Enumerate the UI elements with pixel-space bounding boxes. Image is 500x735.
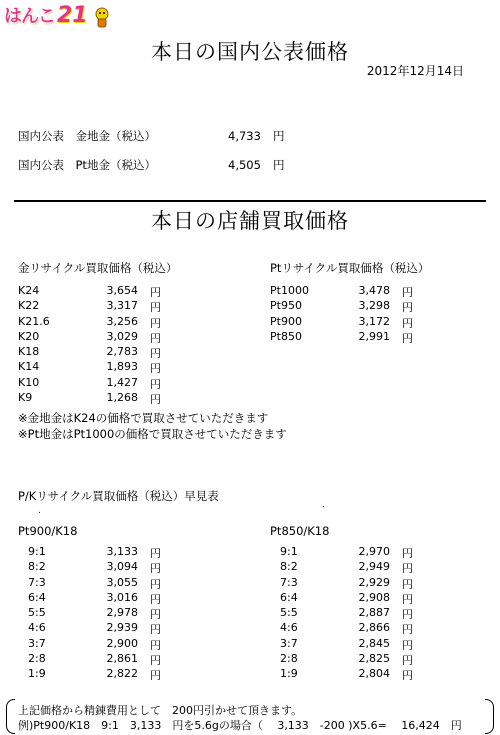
- grade-label: 1:9: [280, 667, 298, 681]
- price-value: 3,016: [106, 590, 138, 604]
- yen-unit: 円: [402, 301, 413, 315]
- footer-box: [6, 699, 494, 732]
- grade-label: 5:5: [280, 606, 298, 620]
- pk-left-title: Pt900/K18: [18, 524, 78, 538]
- price-value: 2,970: [358, 545, 390, 558]
- public-price-label: 国内公表 Pt地金（税込）: [18, 158, 156, 172]
- yen-unit: 円: [150, 301, 161, 315]
- dot-mark: .: [38, 506, 41, 516]
- price-value: 2,900: [106, 636, 138, 650]
- price-row: [18, 560, 161, 575]
- grade-label: 6:4: [280, 590, 298, 604]
- yen-unit: 円: [150, 562, 161, 576]
- yen-unit: 円: [150, 362, 161, 376]
- price-value: 3,317: [106, 299, 138, 313]
- yen-unit: 円: [272, 158, 285, 172]
- grade-label: 8:2: [280, 560, 298, 574]
- yen-unit: 円: [402, 316, 413, 330]
- grade-label: K9: [18, 391, 33, 405]
- yen-unit: 円: [402, 331, 413, 345]
- yen-unit: 円: [150, 623, 161, 637]
- grade-label: 2:8: [280, 652, 298, 666]
- price-row: [18, 576, 161, 591]
- price-row: [270, 315, 413, 330]
- price-row: [270, 606, 413, 621]
- yen-unit: 円: [150, 547, 161, 560]
- yen-unit: 円: [402, 654, 413, 668]
- price-value: 2,804: [358, 667, 390, 681]
- bracket-left: [6, 699, 15, 734]
- price-value: 1,893: [106, 360, 138, 374]
- logo: [4, 2, 112, 28]
- price-row: [18, 299, 161, 314]
- price-value: 2,991: [358, 329, 390, 343]
- yen-unit: 円: [402, 562, 413, 576]
- grade-label: K10: [18, 375, 40, 389]
- grade-label: 4:6: [28, 621, 46, 635]
- price-row: [270, 621, 413, 636]
- yen-unit: 円: [150, 286, 161, 299]
- price-value: 3,133: [106, 545, 138, 558]
- pk-right-title: Pt850/K18: [270, 524, 330, 538]
- yen-unit: 円: [150, 608, 161, 622]
- price-value: 3,172: [358, 314, 390, 328]
- grade-label: 7:3: [28, 575, 46, 589]
- price-row: [270, 591, 413, 606]
- price-row: [18, 315, 161, 330]
- public-price-pt: [18, 157, 318, 173]
- yen-unit: 円: [272, 129, 285, 143]
- grade-label: 9:1: [280, 545, 298, 558]
- price-value: 2,845: [358, 636, 390, 650]
- price-row: [270, 652, 413, 667]
- note-gold: ※金地金はK24の価格で買取させていただきます: [18, 411, 269, 425]
- price-value: 2,783: [106, 345, 138, 359]
- price-row: [18, 330, 161, 345]
- grade-label: 1:9: [28, 667, 46, 681]
- gold-heading: 金リサイクル買取価格（税込）: [18, 261, 178, 275]
- price-value: 2,866: [358, 621, 390, 635]
- price-value: 1,268: [106, 391, 138, 405]
- grade-label: Pt950: [270, 299, 302, 313]
- price-row: [18, 637, 161, 652]
- page-title: 本日の国内公表価格: [151, 40, 349, 64]
- grade-label: 8:2: [28, 560, 46, 574]
- date-label: 2012年12月14日: [366, 64, 464, 78]
- price-value: 3,298: [358, 299, 390, 313]
- logo-text: はんこ: [4, 6, 55, 27]
- price-value: 3,256: [106, 314, 138, 328]
- grade-label: 4:6: [280, 621, 298, 635]
- gold-price-list: [18, 284, 161, 406]
- yen-unit: 円: [402, 608, 413, 622]
- price-value: 3,654: [106, 284, 138, 297]
- grade-label: K24: [18, 284, 40, 297]
- price-value: 2,825: [358, 652, 390, 666]
- price-value: 2,887: [358, 606, 390, 620]
- bracket-right: [485, 699, 494, 734]
- price-value: 2,939: [106, 621, 138, 635]
- price-value: 3,478: [358, 284, 390, 297]
- price-row: [270, 560, 413, 575]
- grade-label: 6:4: [28, 590, 46, 604]
- grade-label: K18: [18, 345, 40, 359]
- grade-label: 3:7: [280, 636, 298, 650]
- price-row: [270, 667, 413, 682]
- price-value: 3,055: [106, 575, 138, 589]
- yen-unit: 円: [402, 669, 413, 683]
- grade-label: 7:3: [280, 575, 298, 589]
- price-row: [270, 637, 413, 652]
- price-row: [270, 545, 413, 560]
- price-row: [270, 299, 413, 314]
- grade-label: K21.6: [18, 314, 50, 328]
- logo-number: 21: [57, 3, 88, 28]
- pt-price-list: [270, 284, 413, 345]
- grade-label: K20: [18, 329, 40, 343]
- yen-unit: 円: [150, 669, 161, 683]
- grade-label: Pt900: [270, 314, 302, 328]
- yen-unit: 円: [150, 638, 161, 652]
- yen-unit: 円: [150, 592, 161, 606]
- price-row: [18, 345, 161, 360]
- grade-label: 2:8: [28, 652, 46, 666]
- yen-unit: 円: [402, 638, 413, 652]
- price-row: [18, 621, 161, 636]
- mascot-icon: [92, 6, 112, 28]
- price-value: 2,929: [358, 575, 390, 589]
- price-value: 1,427: [106, 375, 138, 389]
- price-value: 2,861: [106, 652, 138, 666]
- public-price-gold: [18, 128, 318, 144]
- pk-left-list: [18, 545, 161, 683]
- yen-unit: 円: [402, 592, 413, 606]
- public-price-value: 4,505: [228, 158, 261, 172]
- yen-unit: 円: [150, 316, 161, 330]
- price-row: [270, 576, 413, 591]
- price-row: [18, 284, 161, 299]
- grade-label: 5:5: [28, 606, 46, 620]
- public-price-value: 4,733: [228, 129, 261, 143]
- price-row: [18, 667, 161, 682]
- grade-label: 9:1: [28, 545, 46, 558]
- price-row: [270, 284, 413, 299]
- price-row: [18, 391, 161, 406]
- yen-unit: 円: [150, 347, 161, 361]
- yen-unit: 円: [150, 377, 161, 391]
- grade-label: K22: [18, 299, 40, 313]
- grade-label: 3:7: [28, 636, 46, 650]
- yen-unit: 円: [150, 331, 161, 345]
- note-pt: ※Pt地金はPt1000の価格で買取させていただきます: [18, 427, 287, 441]
- price-row: [270, 330, 413, 345]
- price-value: 3,029: [106, 329, 138, 343]
- grade-label: K14: [18, 360, 40, 374]
- store-title: 本日の店舗買取価格: [151, 209, 349, 233]
- public-price-label: 国内公表 金地金（税込）: [18, 129, 156, 143]
- grade-label: Pt850: [270, 329, 302, 343]
- price-value: 2,908: [358, 590, 390, 604]
- yen-unit: 円: [402, 547, 413, 560]
- price-value: 2,949: [358, 560, 390, 574]
- yen-unit: 円: [402, 623, 413, 637]
- yen-unit: 円: [150, 577, 161, 591]
- footer-line-2: 例)Pt900/K18 9:1 3,133 円を5.6gの場合（ 3,133 -200 )X5.6= 16,424 円: [18, 719, 462, 732]
- price-row: [18, 591, 161, 606]
- dot-mark: .: [322, 500, 325, 510]
- price-value: 2,978: [106, 606, 138, 620]
- price-row: [18, 376, 161, 391]
- yen-unit: 円: [402, 286, 413, 299]
- pk-right-list: [270, 545, 413, 683]
- divider: [14, 200, 486, 202]
- grade-label: Pt1000: [270, 284, 309, 297]
- price-row: [18, 545, 161, 560]
- yen-unit: 円: [402, 577, 413, 591]
- pk-heading: P/Kリサイクル買取価格（税込）早見表: [18, 489, 219, 503]
- price-row: [18, 652, 161, 667]
- price-row: [18, 360, 161, 375]
- pt-heading: Ptリサイクル買取価格（税込）: [270, 261, 430, 275]
- price-value: 3,094: [106, 560, 138, 574]
- price-value: 2,822: [106, 667, 138, 681]
- footer-line-1: 上記価格から精錬費用として 200円引かせて頂きます。: [18, 704, 303, 717]
- yen-unit: 円: [150, 654, 161, 668]
- price-row: [18, 606, 161, 621]
- yen-unit: 円: [150, 393, 161, 407]
